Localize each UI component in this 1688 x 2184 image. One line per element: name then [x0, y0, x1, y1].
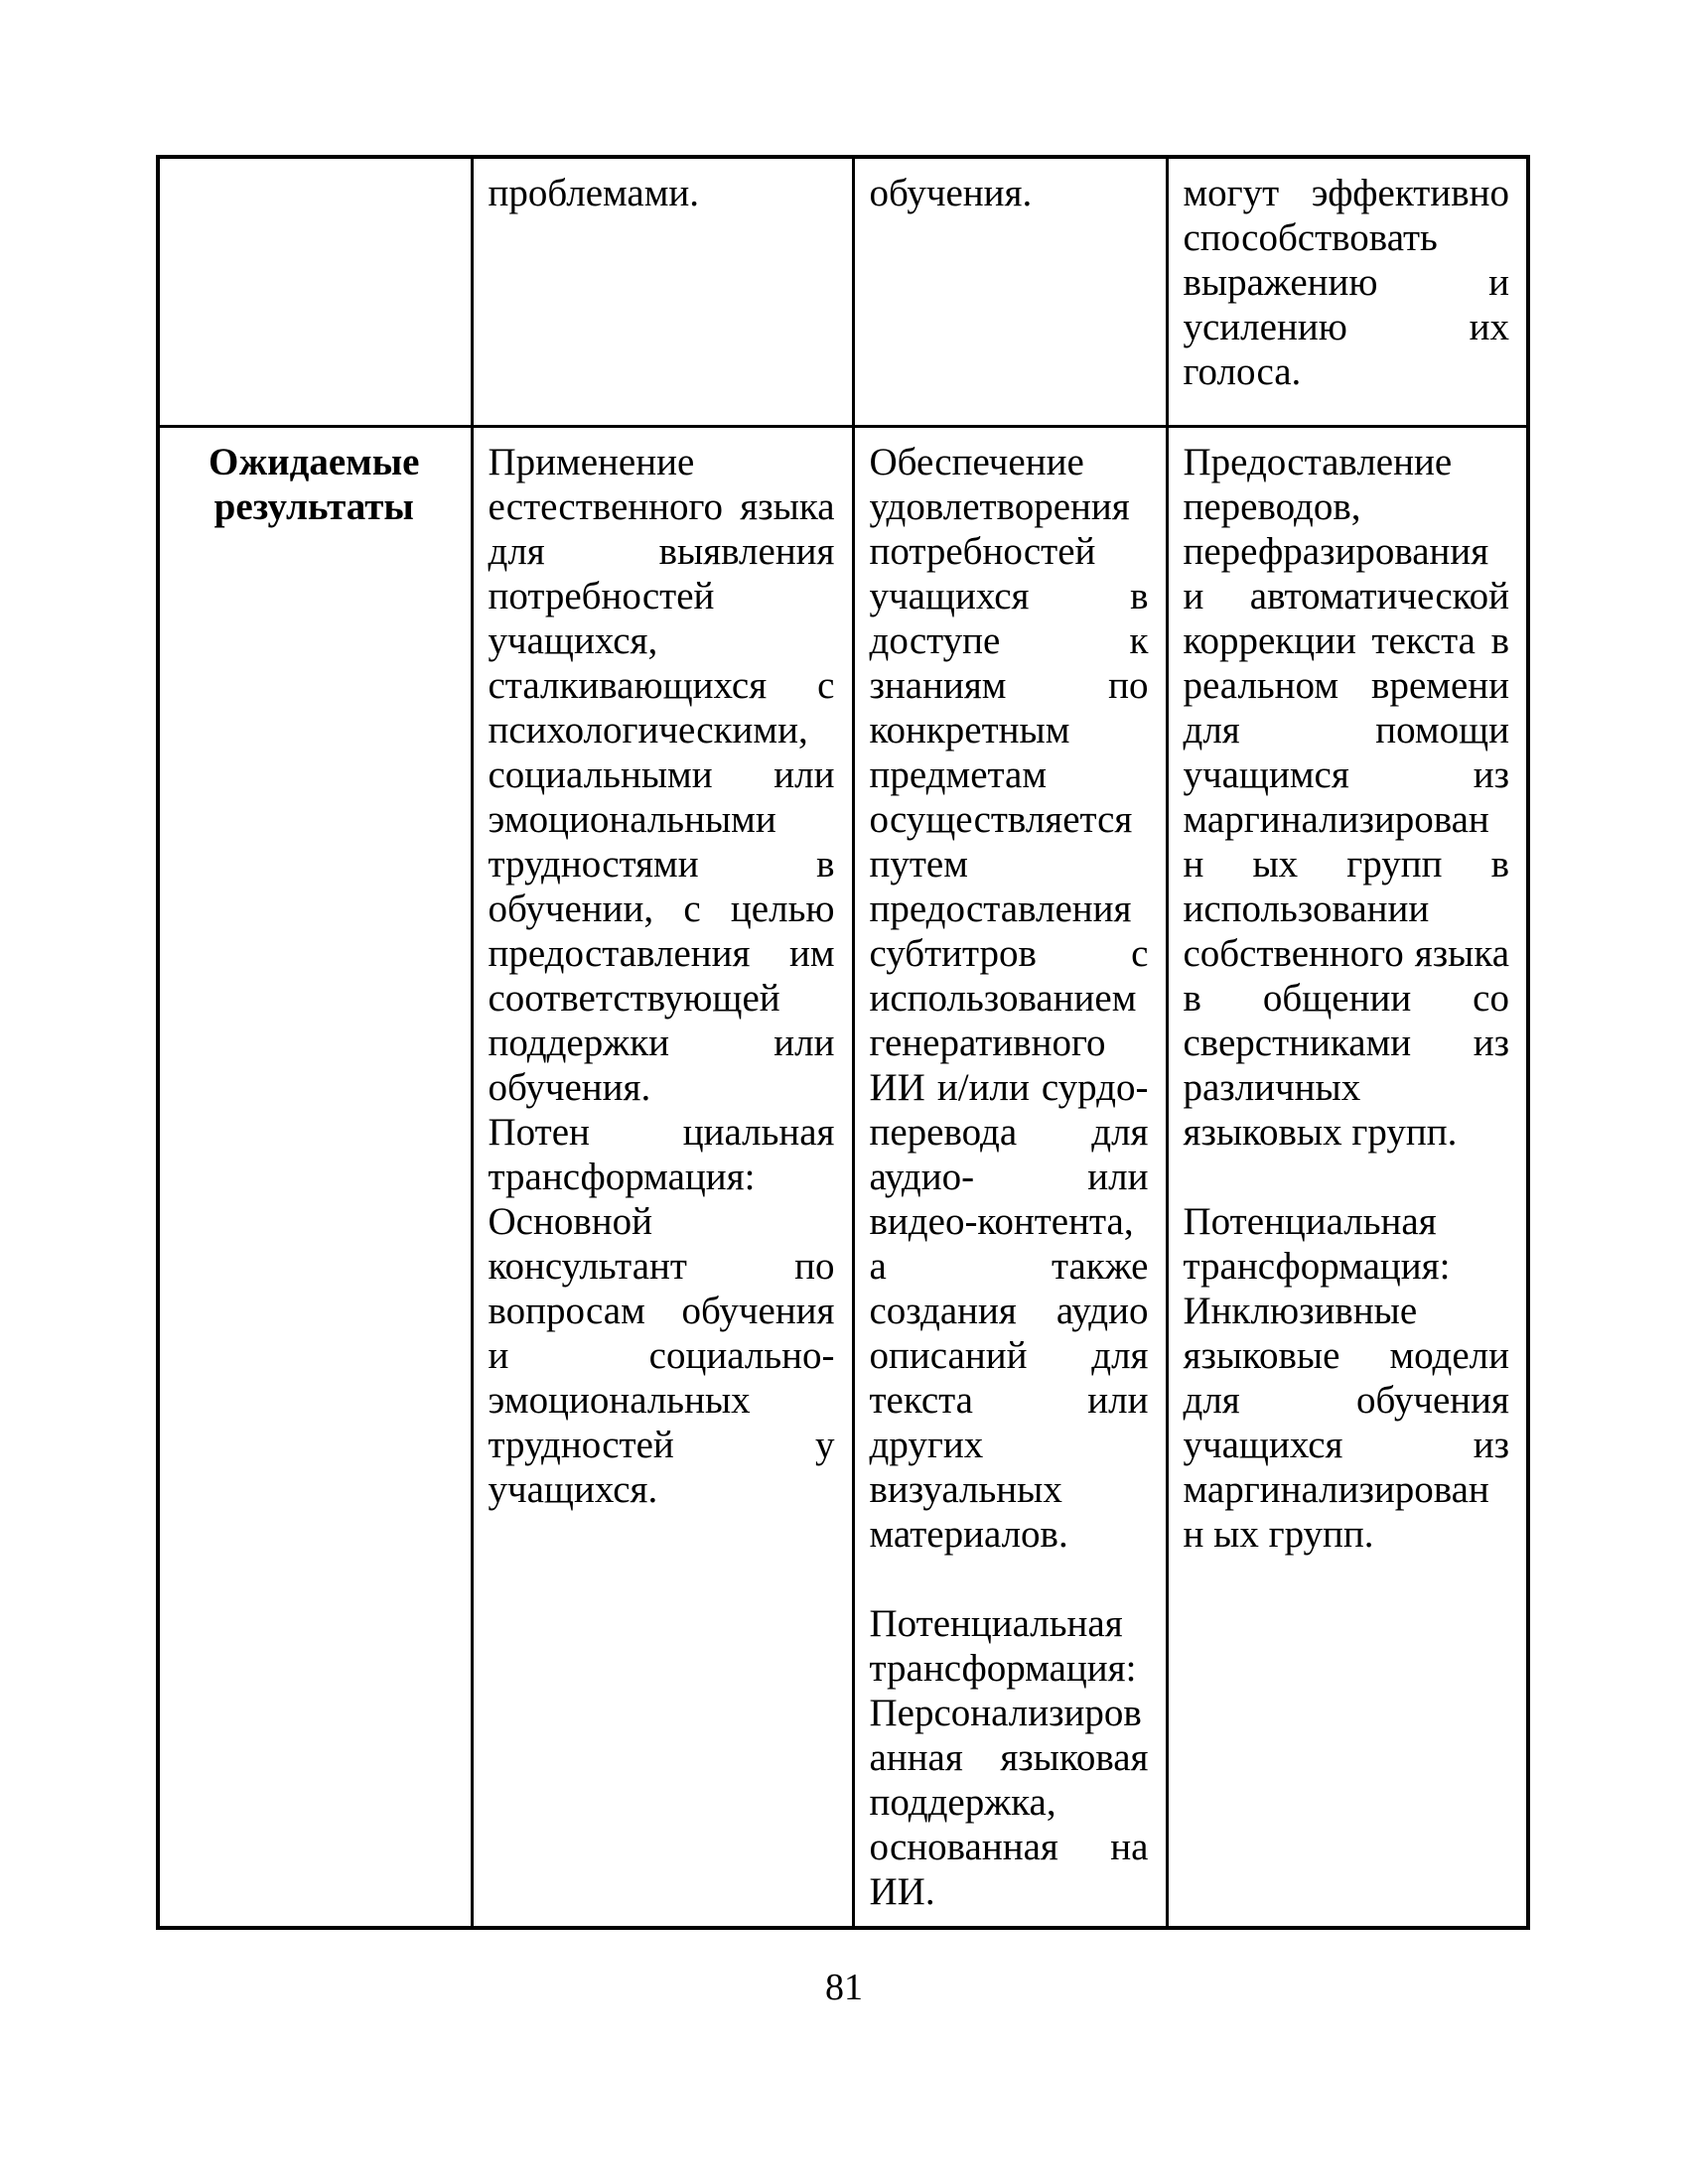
table-row-expected-results [158, 426, 1528, 1928]
cell-subject-access [853, 426, 1167, 1928]
paragraph: Потенциальная трансформация: Инклюзивные языковые модели для обучения учащихся из маргинализированн ых групп. [1183, 1199, 1509, 1556]
cell-problems-text [472, 157, 853, 426]
blank-line [1184, 1155, 1510, 1199]
paragraph: обучения. [869, 172, 1033, 214]
table-row-continuation [158, 157, 1528, 426]
cell-row-label-expected-results [158, 426, 472, 1928]
blank-line [870, 1557, 1149, 1601]
cell-learning-text [853, 157, 1167, 426]
expected-results-table [156, 155, 1530, 1930]
page-number: 81 [825, 1967, 863, 2008]
paragraph: проблемами. [488, 172, 700, 214]
cell-voice-text [1167, 157, 1528, 426]
paragraph: могут эффективно способствовать выражению и усилению их голоса. [1183, 172, 1509, 393]
paragraph: Предоставление переводов, перефразирования и автоматической коррекции текста в реальном времени для помощи учащимся из маргинализированн ых групп в использовании собственного языка в общении со сверстниками из различных языковых групп. [1183, 440, 1509, 1154]
paragraph: Применение естественного языка для выявления потребностей учащихся, сталкивающихся с психологическими, социальными или эмоциональными трудностями в обучении, с целью предоставления им соответствующей поддержки или обучения. [488, 440, 835, 1109]
paragraph: Потенциальная трансформация: Персонализиров анная языковая поддержка, основанная на ИИ. [869, 1601, 1149, 1913]
cell-empty [158, 157, 472, 426]
row-label: Ожидаемые результаты [209, 440, 420, 528]
paragraph: Потен циальная трансформация: Основной консультант по вопросам обучения и социально-эмоциональных трудностей у учащихся. [488, 1110, 835, 1511]
paragraph: Обеспечение удовлетворения потребностей учащихся в доступе к знаниям по конкретным предметам осуществляется путем предоставления субтитров с использованием генеративного ИИ и/или сурдо-перевода для аудио- или видео-контента, а также создания аудио описаний для текста или других визуальных материалов. [869, 440, 1149, 1556]
cell-translation-support [1167, 426, 1528, 1928]
cell-nlp-support [472, 426, 853, 1928]
